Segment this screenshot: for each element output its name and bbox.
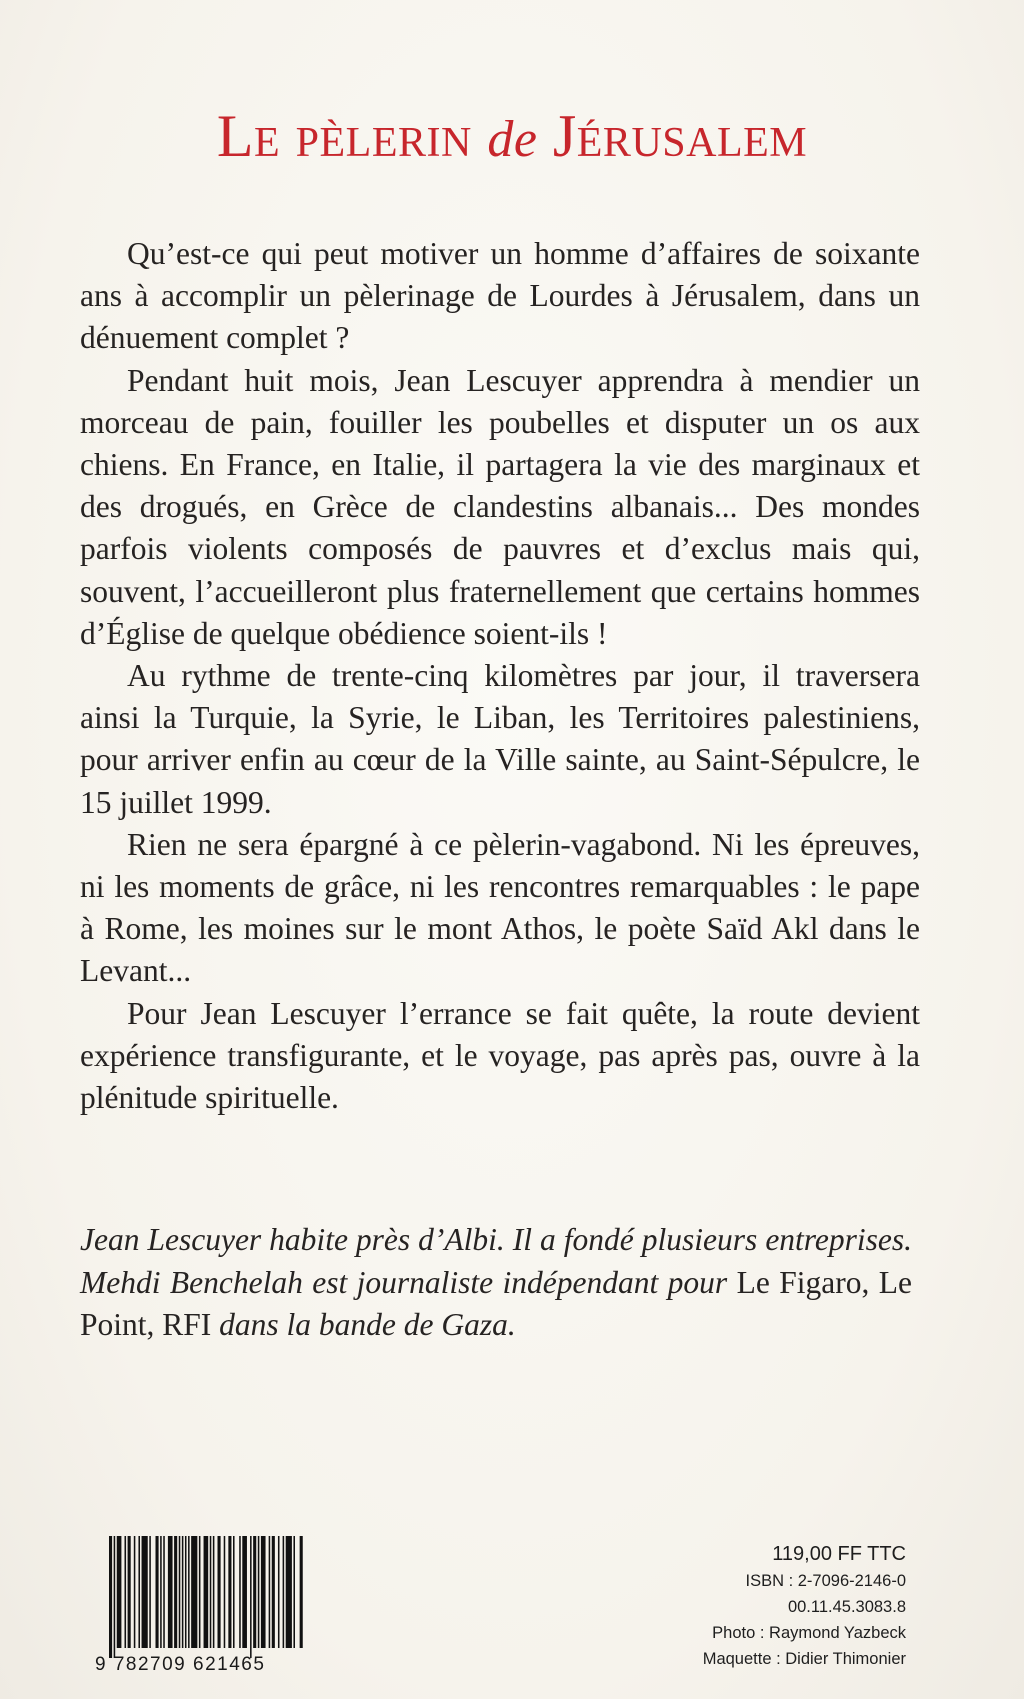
book-title: [0, 102, 1024, 171]
blurb-paragraph: Au rythme de trente-cinq kilomètres par jour, il traversera ainsi la Turquie, la Syrie, le Liban, les Territoires palestiniens, pour arriver enfin au cœur de la Ville sainte, au Saint-Sépulcre, le 15 juillet 1999.: [80, 658, 920, 820]
design-credit: Maquette : Didier Thimonier: [702, 1650, 906, 1668]
bio-text-2: dans la bande de Gaza.: [219, 1307, 516, 1342]
title-part-3: Jérusalem: [552, 103, 808, 169]
blurb-paragraph: Rien ne sera épargné à ce pèlerin-vagabond. Ni les épreuves, ni les moments de grâce, ni les rencontres remarquables : le pape à Rome, les moines sur le mont Athos, le poète Saïd Akl dans le Levant...: [80, 826, 920, 989]
isbn: ISBN : 2-7096-2146-0: [745, 1572, 906, 1590]
price: 119,00 FF TTC: [772, 1543, 906, 1565]
publication-info: [703, 1540, 906, 1672]
photo-credit: Photo : Raymond Yazbeck: [712, 1624, 906, 1642]
blurb-paragraph: Qu’est-ce qui peut motiver un homme d’affaires de soixante ans à accomplir un pèlerinage de Lourdes à Jérusalem, dans un dénuement complet ?: [80, 236, 920, 356]
title-part-2: de: [487, 111, 538, 168]
barcode-bars: [95, 1536, 305, 1661]
bio-publications: Le Figaro, Le Point, RFI: [80, 1264, 913, 1342]
bio-text-1: Jean Lescuyer habite près d’Albi. Il a fondé plusieurs entreprises. Mehdi Benchelah est journaliste indépendant pour: [80, 1222, 912, 1300]
barcode-digits: 9 782709 621465: [95, 1654, 266, 1675]
product-code: 00.11.45.3083.8: [787, 1598, 906, 1616]
blurb-paragraph: Pour Jean Lescuyer l’errance se fait quête, la route devient expérience transfigurante, et le voyage, pas après pas, ouvre à la plénitude spirituelle.: [80, 995, 920, 1116]
author-bio: [80, 1219, 912, 1347]
blurb: [80, 233, 920, 1119]
barcode: [95, 1536, 305, 1681]
blurb-paragraph: Pendant huit mois, Jean Lescuyer apprendra à mendier un morceau de pain, fouiller les poubelles et disputer un os aux chiens. En France, en Italie, il partagera la vie des marginaux et des drogués, en Grèce de clandestins albanais... Des mondes parfois violents composés de pauvres et d’exclus mais qui, souvent, l’accueilleront plus fraternellement que certains hommes d’Église de quelque obédience soient-ils !: [80, 362, 920, 651]
title-part-1: Le pèlerin: [216, 103, 472, 169]
